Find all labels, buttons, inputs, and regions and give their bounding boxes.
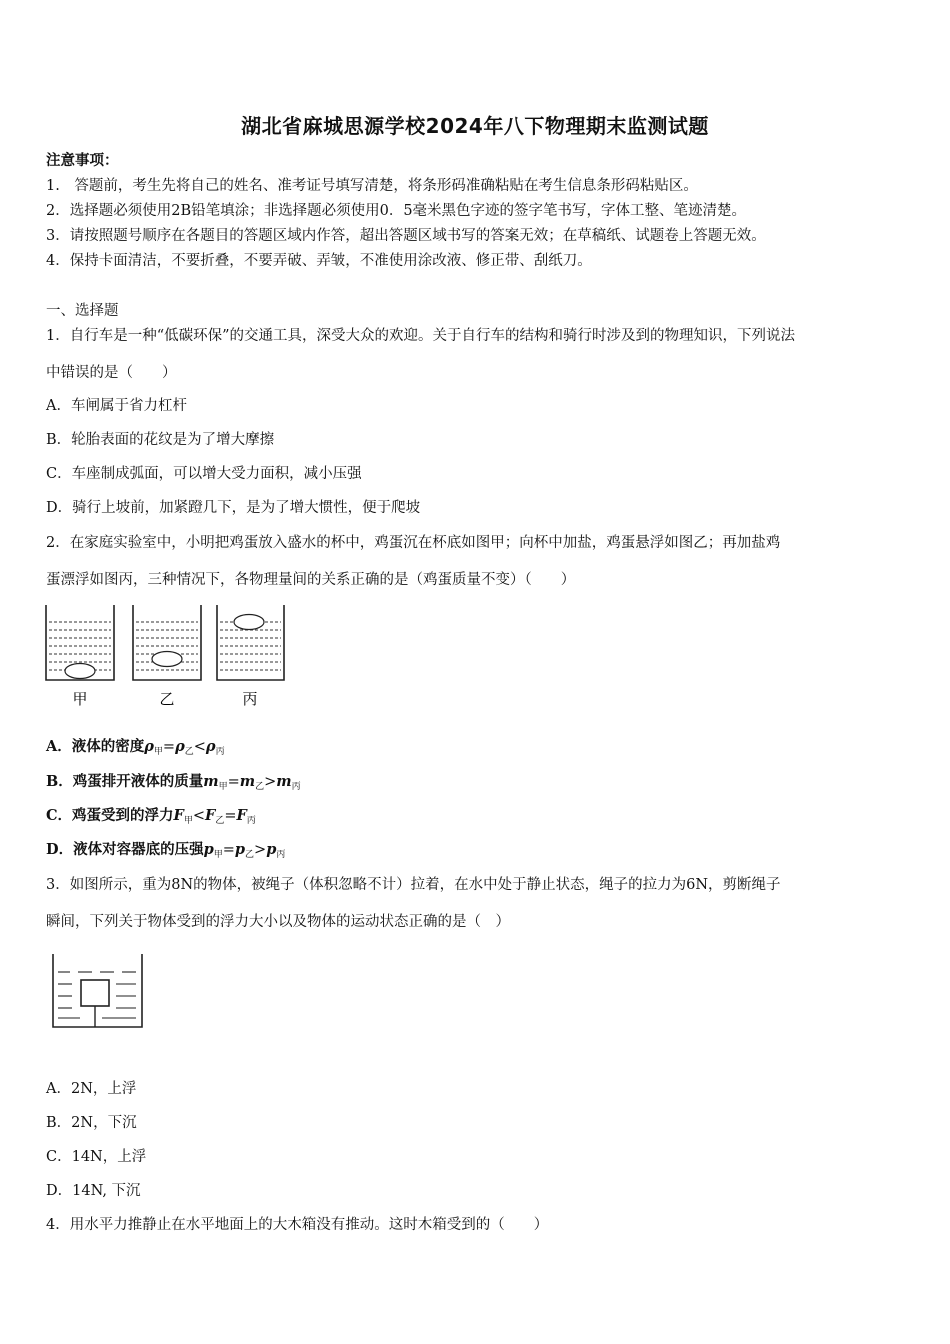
q2-option-d: D．液体对容器底的压强$p_甲=p_乙>p_丙$ bbox=[46, 841, 286, 860]
submerged-block bbox=[81, 980, 109, 1006]
q3-stem-line2: 瞬间，下列关于物体受到的浮力大小以及物体的运动状态正确的是（ ） bbox=[46, 914, 510, 930]
q4-stem-line1: 4．用水平力推静止在水平地面上的大木箱没有推动。这时木箱受到的（ ） bbox=[46, 1217, 549, 1233]
notice-item-2: 2．选择题必须使用2B铅笔填涂；非选择题必须使用0．5毫米黑色字迹的签字笔书写，字体工整、笔迹清楚。 bbox=[46, 203, 747, 219]
notice-item-3: 3．请按照题号顺序在各题目的答题区域内作答，超出答题区域书写的答案无效；在草稿纸、试题卷上答题无效。 bbox=[46, 228, 766, 244]
q1-option-d: D．骑行上坡前，加紧蹬几下，是为了增大惯性，便于爬坡 bbox=[46, 500, 421, 516]
notice-item-1: 1. 答题前，考生先将自己的姓名、准考证号填写清楚，将条形码准确粘贴在考生信息条形码粘贴区。 bbox=[46, 178, 698, 194]
figure-label-jia: 甲 bbox=[72, 690, 88, 708]
q1-stem-line2: 中错误的是（ ） bbox=[46, 365, 177, 381]
block-in-water-figure bbox=[50, 952, 146, 1032]
q3-option-a: A．2N，上浮 bbox=[46, 1081, 137, 1097]
q3-stem-line1: 3．如图所示，重为8N的物体，被绳子（体积忽略不计）拉着，在水中处于静止状态，绳子的拉力为6N，剪断绳子 bbox=[46, 877, 781, 893]
q2-option-b: B．鸡蛋排开液体的质量$m_甲=m_乙>m_丙$ bbox=[46, 773, 301, 792]
q3-option-c: C．14N，上浮 bbox=[46, 1149, 147, 1165]
beaker-bing bbox=[217, 605, 284, 680]
figure-label-bing: 丙 bbox=[242, 690, 258, 708]
q3-option-b: B．2N，下沉 bbox=[46, 1115, 137, 1131]
beaker-jia bbox=[46, 605, 114, 680]
page-title: 湖北省麻城思源学校2024年八下物理期末监测试题 bbox=[241, 114, 709, 138]
q2-option-c: C．鸡蛋受到的浮力$F_甲<F_乙=F_丙$ bbox=[46, 807, 256, 826]
q1-option-c: C．车座制成弧面，可以增大受力面积，减小压强 bbox=[46, 466, 362, 482]
q1-option-a: A．车闸属于省力杠杆 bbox=[46, 398, 187, 414]
egg-jia bbox=[65, 664, 95, 679]
q2-option-a: A．液体的密度$\rho_甲=\rho_乙<\rho_丙$ bbox=[46, 738, 225, 757]
q1-stem-line1: 1．自行车是一种“低碳环保”的交通工具，深受大众的欢迎。关于自行车的结构和骑行时涉及到的物理知识，下列说法 bbox=[46, 328, 796, 344]
beaker-yi bbox=[133, 605, 201, 680]
figure-label-yi: 乙 bbox=[159, 690, 175, 708]
notice-heading: 注意事项： bbox=[46, 152, 119, 169]
egg-bing bbox=[234, 615, 264, 630]
notice-item-4: 4．保持卡面清洁，不要折叠，不要弄破、弄皱，不准使用涂改液、修正带、刮纸刀。 bbox=[46, 253, 592, 269]
q2-stem-line2: 蛋漂浮如图丙，三种情况下，各物理量间的关系正确的是（鸡蛋质量不变）（ ） bbox=[46, 572, 576, 588]
section-heading: 一、选择题 bbox=[46, 303, 119, 319]
egg-beakers-figure bbox=[44, 600, 286, 710]
q1-option-b: B．轮胎表面的花纹是为了增大摩擦 bbox=[46, 432, 275, 448]
q2-stem-line1: 2．在家庭实验室中，小明把鸡蛋放入盛水的杯中，鸡蛋沉在杯底如图甲；向杯中加盐，鸡蛋悬浮如图乙；再加盐鸡 bbox=[46, 535, 781, 551]
egg-yi bbox=[152, 652, 182, 667]
q3-option-d: D．14N, 下沉 bbox=[46, 1183, 141, 1199]
